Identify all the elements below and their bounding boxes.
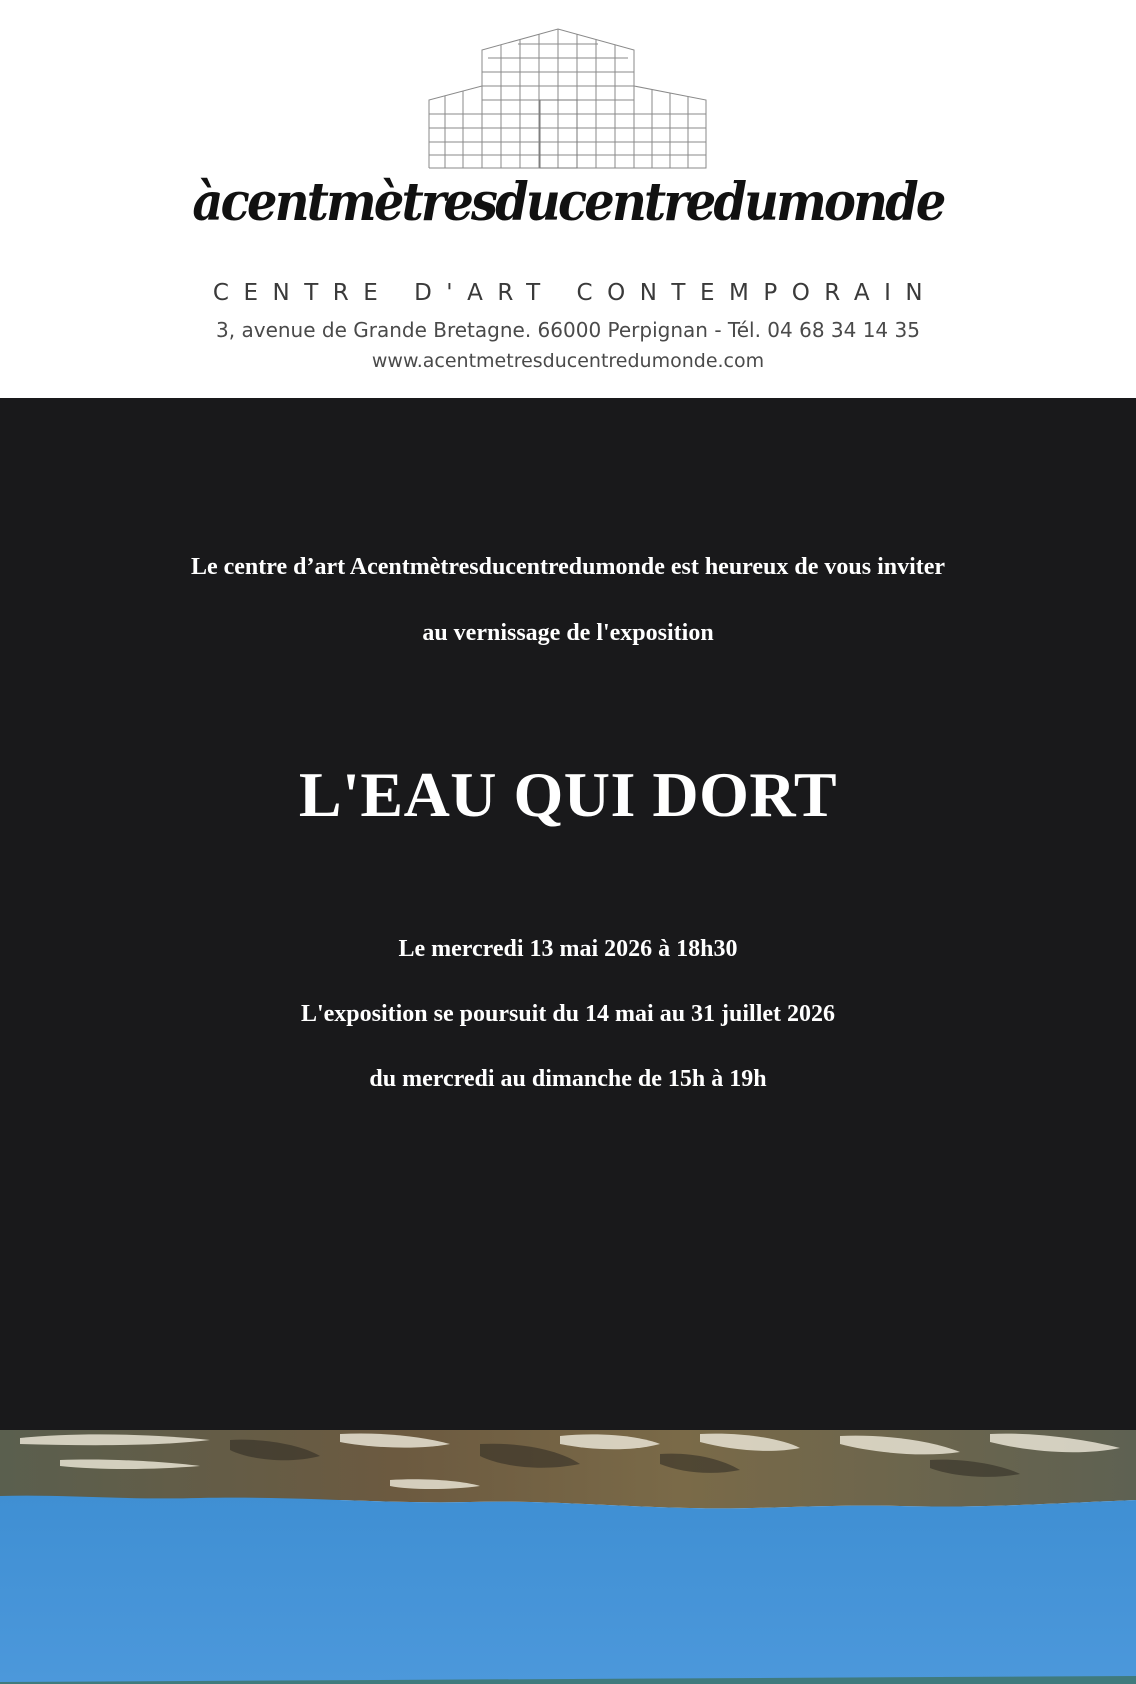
intro-line-2: au vernissage de l'exposition [422, 620, 714, 646]
logo-header [0, 0, 1136, 398]
logo-tagline: CENTRE D'ART CONTEMPORAIN [212, 280, 938, 306]
invitation-panel [0, 398, 1136, 1430]
intro-line-1: Le centre d’art Acentmètresducentredumonde est heureux de vous inviter [190, 554, 946, 580]
exhibition-period: L'exposition se poursuit du 14 mai au 31 juillet 2026 [300, 1001, 836, 1027]
opening-hours: du mercredi au dimanche de 15h à 19h [369, 1066, 767, 1092]
greenhouse-building-logo [428, 28, 708, 170]
lake-painting-image [0, 1430, 1136, 1684]
logo-wordmark: àcentmètresducentredumonde [192, 172, 944, 233]
address-line: 3, avenue de Grande Bretagne. 66000 Perpignan - Tél. 04 68 34 14 35 [216, 318, 920, 342]
exhibition-title: L'EAU QUI DORT [298, 759, 838, 830]
opening-date: Le mercredi 13 mai 2026 à 18h30 [398, 936, 738, 962]
website-link[interactable]: www.acentmetresducentredumonde.com [371, 350, 765, 372]
